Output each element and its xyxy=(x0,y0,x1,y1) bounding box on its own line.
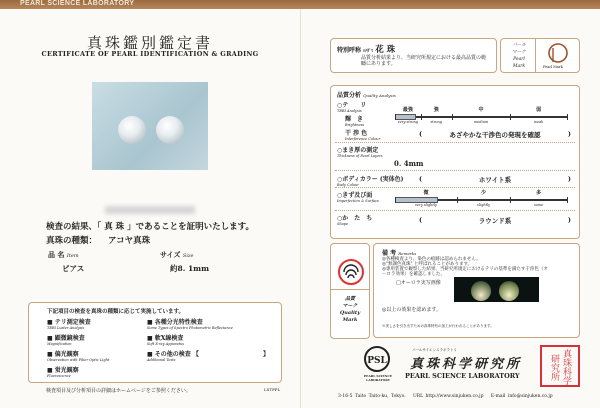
scale-tick xyxy=(510,114,511,120)
page-fold xyxy=(300,9,301,408)
special-grade-box xyxy=(330,38,497,73)
shape-row: ( ラウンド系 ) xyxy=(419,216,571,225)
pearl-mark-line: パール xyxy=(512,43,526,48)
scale-label-en: some xyxy=(533,203,544,207)
test-name: 各種分光特性検査 xyxy=(154,319,203,326)
effect-text: ◎以上の効果を認めます。 xyxy=(382,307,441,313)
brightness-label: 輝 き Brightness xyxy=(345,116,365,127)
body-colour-row: ( ホワイト系 ) xyxy=(419,175,571,184)
test-name-en: Magnification xyxy=(47,342,72,346)
lab-name-kana: パールサイエンスラボラトリ xyxy=(412,348,457,352)
scale-label: 少 xyxy=(481,190,487,196)
shape-label: ○か た ち Shape xyxy=(337,215,373,226)
tests-box xyxy=(28,302,282,383)
psl-caption: PEARL SCIENCE LABORATORY xyxy=(363,374,393,382)
scale-label-en: very strong xyxy=(397,120,419,124)
interference-label: 干 渉 色 Interference Colour xyxy=(345,130,381,141)
item-label-ja: 品 名 xyxy=(48,250,65,259)
test-item: ■ 顕微鏡検査 Magnification xyxy=(47,335,85,346)
special-text: 品質分析結果より、当研究所規定における最高品質の範疇にあります。 xyxy=(361,55,487,67)
scale-label: 微 xyxy=(423,190,429,196)
quality-mark-box xyxy=(330,243,370,339)
lab-name-en: PEARL SCIENCE LABORATORY xyxy=(405,372,520,380)
remark-line: ◎専用装置で観察した結果、当研究所規定におけるテリの基準を満たす干渉色（オーロラ効果）を確認しました。 xyxy=(382,267,548,277)
test-name: 軟X線検査 xyxy=(154,335,184,342)
item-label-en: Item xyxy=(66,253,79,259)
item-label xyxy=(48,250,79,260)
special-grade-line xyxy=(337,43,395,55)
divider xyxy=(335,210,575,211)
scale-label-en: strong xyxy=(430,120,442,124)
tests-intro: 下記項目の検査を真珠の種類に応じて実施しています。 xyxy=(47,309,185,315)
scale-label: 弱 xyxy=(536,107,542,113)
size-label xyxy=(160,250,194,260)
test-item: ■ その他の検査 【 Additional Tests xyxy=(147,351,199,362)
item-value: ピアス xyxy=(62,264,85,273)
certificate-title: 真珠鑑別鑑定書 xyxy=(86,34,213,52)
email-link[interactable]: E-mail info@sinjuken.co.jp xyxy=(490,394,553,399)
statement: 検査の結果、「 真 珠 」であることを証明いたします。 xyxy=(46,222,254,232)
test-item: ■ テリ測定検査 TERI Luster Analysis xyxy=(47,319,91,330)
divider xyxy=(335,142,575,143)
test-name: 蛍光観察 xyxy=(54,367,79,374)
scale-label-en: medium xyxy=(473,120,489,124)
size-label-en: Size xyxy=(182,253,194,259)
scale-tick xyxy=(567,114,568,120)
pearl-photo xyxy=(92,82,208,170)
footnote: 検査項目及び分析項目の詳細はホームページをご参照ください。 xyxy=(46,388,191,394)
remark-line: ◎各種検査より、染色の痕跡は認められません。 xyxy=(382,257,481,262)
quality-mark-logo-icon xyxy=(337,258,365,286)
imperfection-scale xyxy=(395,189,567,209)
bracket-close: 】 xyxy=(263,351,270,358)
test-name-en: Some Types of Spectro Photometric Reflectance xyxy=(147,326,233,330)
special-value: 花 珠 xyxy=(375,45,396,55)
address: 3-16-5 Taito Taito-ku, Tokyo. xyxy=(338,394,406,399)
test-name: 偏光観察 xyxy=(54,351,79,358)
scale-label-en: slightly xyxy=(477,203,491,207)
test-item: ■ 偏光観察 Observation with Fiber Optic Light xyxy=(47,351,110,362)
body-colour-label: ○ボディカラー (実体色) Body Colour xyxy=(337,176,404,187)
divider xyxy=(331,289,369,290)
brightness-scale xyxy=(395,106,567,126)
pearl-mark-box xyxy=(500,38,580,73)
scale-label-en: very slightly xyxy=(415,203,437,207)
teri-label: ○テ リ TERI Analysis xyxy=(337,102,367,113)
test-name-en: Observation with Fiber Optic Light xyxy=(47,358,110,362)
divider xyxy=(335,187,575,188)
shape-value: ラウンド系 xyxy=(478,217,512,225)
lab-name-ja: 真珠科学研究所 xyxy=(410,357,523,372)
test-name: 顕微鏡検査 xyxy=(54,335,85,342)
scale-tick xyxy=(395,197,396,203)
website-link[interactable]: URL http://www.sinjuken.co.jp xyxy=(412,394,484,399)
thickness-label: ○まき厚の測定 Thickness of Pearl Layers xyxy=(337,147,383,158)
thickness-value: 0. 4mm xyxy=(394,159,424,168)
pearl-mark-line: Mark xyxy=(512,64,526,69)
certificate-number-blurred xyxy=(105,206,195,214)
pearl-left xyxy=(118,116,146,144)
scale-tick xyxy=(457,197,458,203)
special-label: 特別呼称 xyxy=(337,47,362,54)
test-item: ■ 各種分光特性検査 Some Types of Spectro Photometric Reflectance xyxy=(147,319,233,330)
test-name-en: Fluorescence xyxy=(47,374,71,378)
interference-row: ( あざやかな干渉色の発現を確認 ) xyxy=(419,130,571,139)
pearl-right xyxy=(156,116,184,144)
test-name-en: Additional Tests xyxy=(147,358,176,362)
scale-label: 中 xyxy=(478,107,484,113)
remarks-list xyxy=(382,257,552,277)
quality-analysis-box xyxy=(330,85,580,239)
test-item: ■ 軟X線検査 Soft X-ray Apparatus xyxy=(147,335,185,346)
pearl-mark-label xyxy=(505,42,533,70)
aurora-photo xyxy=(454,277,539,302)
aurora-pearl xyxy=(499,281,519,301)
form-code: LSTPPL xyxy=(264,387,281,392)
scale-label: 最強 xyxy=(402,107,413,113)
test-name: テリ測定検査 xyxy=(54,319,91,326)
aurora-pearl xyxy=(471,281,491,301)
size-value: 約8. 1mm xyxy=(170,264,210,273)
type-label: 真珠の種類： xyxy=(46,236,98,246)
scale-label: 強 xyxy=(433,107,439,113)
scale-label-en: weak xyxy=(533,120,544,124)
test-item: ■ 蛍光観察 Fluorescence xyxy=(47,367,79,378)
pearl-mark-line: マーク xyxy=(512,50,526,55)
type-value: アコヤ真珠 xyxy=(108,236,151,246)
certificate-subtitle: CERTIFICATE OF PEARL IDENTIFICATION & GRADING xyxy=(41,50,259,58)
body-colour-value: ホワイト系 xyxy=(478,176,512,184)
test-name: その他の検査 【 xyxy=(154,351,199,358)
special-reading: ﾊﾅﾀﾞﾏ xyxy=(363,48,374,53)
contact-line xyxy=(338,394,553,399)
official-seal: 真珠科学研究所 xyxy=(540,345,580,387)
test-name-en: TERI Luster Analysis xyxy=(47,326,85,330)
interference-value: あざやかな干渉色の発現を確認 xyxy=(449,131,541,139)
remarks-note: ※美しさを引き出すための真珠特有の加工が行われることがあります。 xyxy=(382,324,494,328)
scale-tick xyxy=(510,197,511,203)
divider xyxy=(535,39,536,72)
remarks-box xyxy=(373,243,580,338)
size-label-ja: サイズ xyxy=(160,250,181,259)
aurora-label: □オーロラ実写画像 xyxy=(396,280,441,286)
test-name-en: Soft X-ray Apparatus xyxy=(147,342,185,346)
remarks-title: 備 考 Remarks xyxy=(382,250,417,257)
imperfection-label: ○きず及び面 Imperfection & Surface xyxy=(337,192,379,203)
pearl-mark-logo-caption: Pearl Mark xyxy=(543,65,563,69)
pearl-mark-logo-icon xyxy=(545,42,571,64)
remark-line: ◎"無調色真珠" と呼ばれることがあります。 xyxy=(382,262,473,267)
qa-title: 品質分析 Quality Analysis xyxy=(337,92,396,99)
header-band xyxy=(0,0,600,9)
scale-tick xyxy=(567,197,568,203)
pearl-mark-line: Pearl xyxy=(513,57,525,62)
psl-logo: PSL xyxy=(364,346,390,372)
divider xyxy=(335,170,575,171)
lab-name: PEARL SCIENCE LABORATORY xyxy=(20,0,135,7)
scale-label: 多 xyxy=(536,190,542,196)
quality-mark-label: 品質 マーク Quality Mark xyxy=(339,296,361,323)
